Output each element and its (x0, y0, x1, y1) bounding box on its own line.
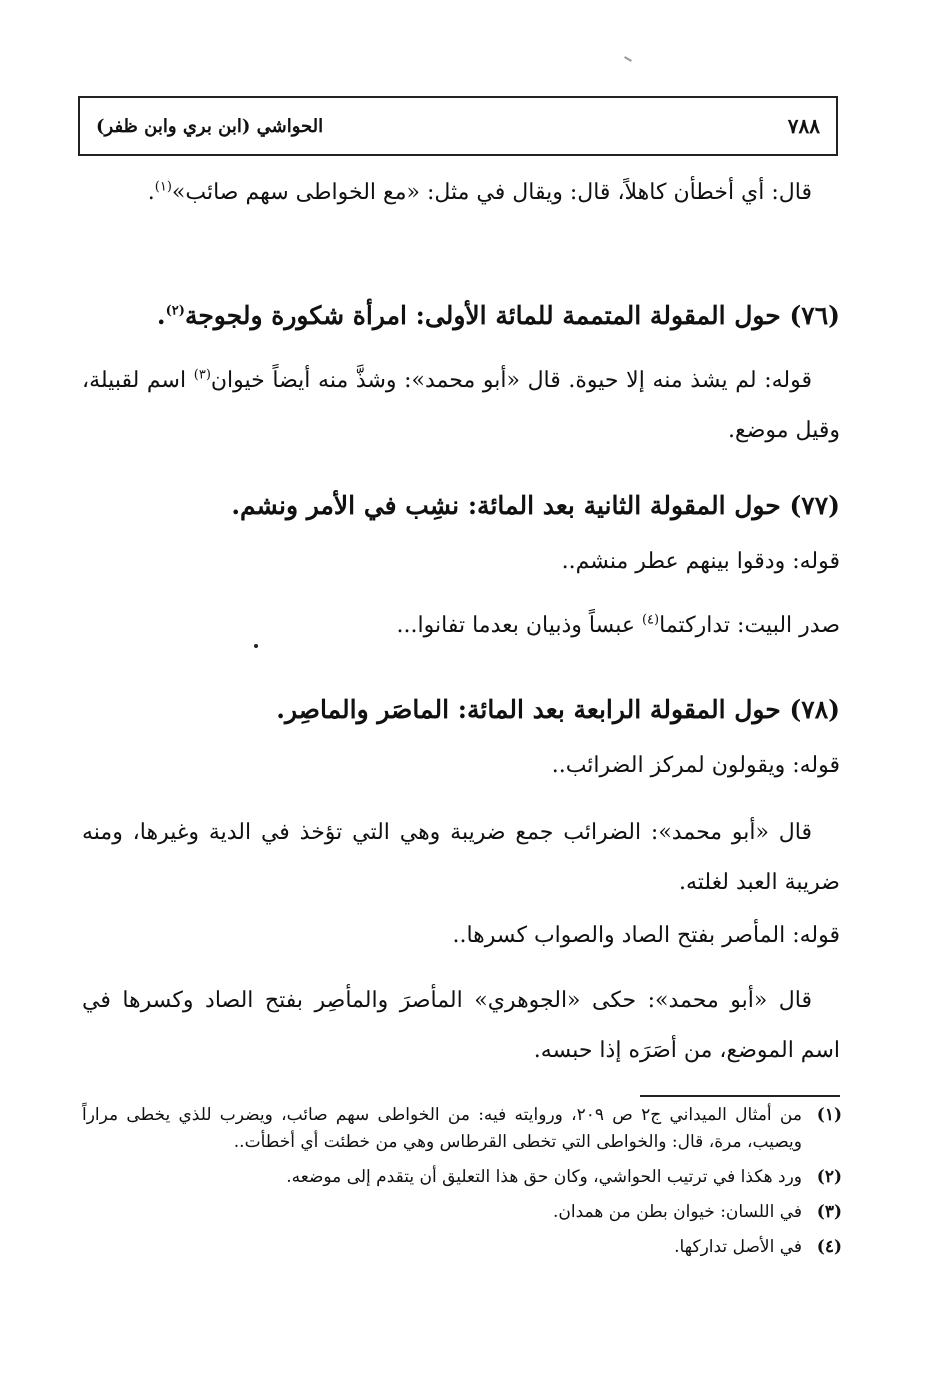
footnote-ref-3: (٣) (193, 367, 211, 383)
paragraph-78-line-2: قوله: المأصر بفتح الصاد والصواب كسرها.. (452, 923, 840, 948)
paragraph-77-line-1: قوله: ودقوا بينهم عطر منشم.. (561, 549, 840, 574)
running-title: الحواشي (ابن بري وابن ظفر) (96, 115, 324, 137)
paragraph-78-line-1: قوله: ويقولون لمركز الضرائب.. (551, 753, 840, 778)
footnote-1: (١) من أمثال الميداني ج٢ ص ٢٠٩، وروايته فيه: من الخواطى سهم صائب، ويضرب للذي يخطى مراراً ويصيب، مرة، قال: والخواطى التي تخطى القرطاس وهي من خطئت أي أخطأت.. (82, 1105, 842, 1152)
heading-77: (٧٧) حول المقولة الثانية بعد المائة: نشِب في الأمر ونشم. (231, 491, 840, 520)
footnote-ref-4: (٤) (641, 612, 660, 628)
page-header (78, 96, 838, 156)
intro-paragraph: قال: أي أخطأن كاهلاً، قال: ويقال في مثل: «مع الخواطى سهم صائب»$^{(١)}$. (147, 179, 812, 205)
footnotes (82, 1102, 842, 1269)
scan-mark (624, 56, 632, 62)
footnote-separator (640, 1095, 840, 1097)
page-number: ٧٨٨ (787, 114, 820, 138)
paragraph-78-para-2: قال «أبو محمد»: حكى «الجوهري» المأصرَ والمأصِر بفتح الصاد وكسرها في اسم الموضع، من أصَرَه إذا حبسه. (82, 988, 840, 1063)
stray-dot (254, 644, 258, 648)
paragraph-78-para-1: قال «أبو محمد»: الضرائب جمع ضريبة وهي التي تؤخذ في الدية وغيرها، ومنه ضريبة العبد لغلته. (82, 820, 840, 895)
heading-76: (٧٦) حول المقولة المتممة للمائة الأولى: امرأة شكورة ولجوجة$^{(٢)}$. (156, 301, 840, 330)
footnote-3: (٣) في اللسان: خيوان بطن من همدان. (552, 1202, 842, 1222)
paragraph-76: قوله: لم يشذ منه إلا حيوة. قال «أبو محمد»: وشذَّ منه أيضاً خيوان$^{(٣)}$ اسم لقبيلة، وقيل موضع. (82, 367, 840, 443)
heading-78: (٧٨) حول المقولة الرابعة بعد المائة: الماصَر والماصِر. (276, 695, 840, 724)
paragraph-77-line-2: صدر البيت: تداركتما$^{(٤)}$ عبساً وذبيان بعدما تفانوا... (396, 612, 840, 638)
footnote-2: (٢) ورد هكذا في ترتيب الحواشي، وكان حق هذا التعليق أن يتقدم إلى موضعه. (286, 1167, 842, 1187)
footnote-ref-2: (٢) (165, 303, 185, 319)
footnote-ref-1: (١) (154, 179, 172, 195)
footnote-4: (٤) في الأصل تداركها. (674, 1237, 842, 1257)
